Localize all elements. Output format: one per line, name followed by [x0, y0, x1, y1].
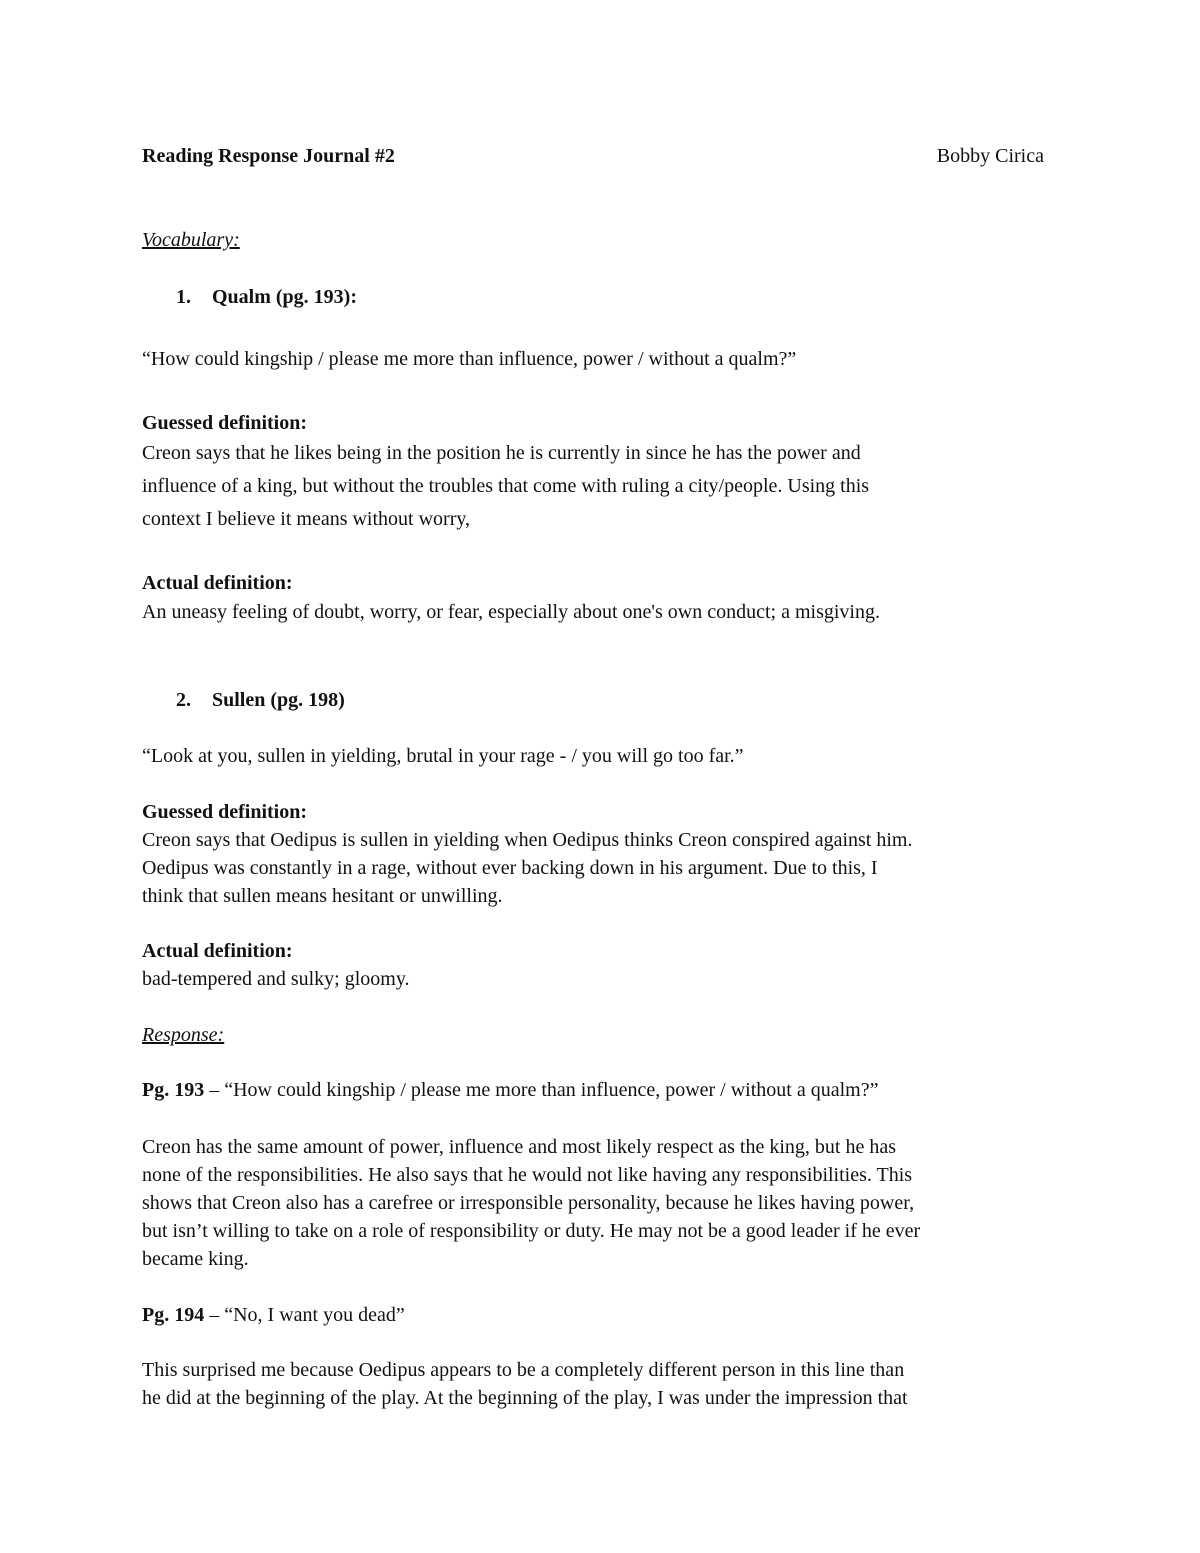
response-entry-1-heading [142, 1076, 878, 1104]
page-reference: Pg. 193 [142, 1079, 205, 1101]
guessed-line: Oedipus was constantly in a rage, without ever backing down in his argument. Due to this, I [142, 857, 878, 879]
actual-label-2: Actual definition: [142, 940, 293, 962]
response-line: but isn’t willing to take on a role of responsibility or duty. He may not be a good leader if he ever [142, 1220, 921, 1242]
actual-definition-1: An uneasy feeling of doubt, worry, or fear, especially about one's own conduct; a misgiving. [142, 601, 880, 623]
guessed-line: context I believe it means without worry, [142, 508, 471, 530]
vocab-number-2: 2. [176, 689, 191, 711]
actual-label-1: Actual definition: [142, 572, 293, 594]
author-name: Bobby Cirica [936, 145, 1044, 167]
document-title: Reading Response Journal #2 [142, 145, 395, 167]
vocab-term-2 [176, 686, 345, 714]
response-line: none of the responsibilities. He also says that he would not like having any responsibilities. This [142, 1164, 913, 1186]
response-line: shows that Creon also has a carefree or irresponsible personality, because he likes having power, [142, 1192, 915, 1214]
guessed-label-2: Guessed definition: [142, 801, 308, 823]
vocab-term-1-text: Qualm (pg. 193): [212, 286, 357, 308]
actual-definition-2: bad-tempered and sulky; gloomy. [142, 968, 410, 990]
vocab-quote-1: “How could kingship / please me more than influence, power / without a qualm?” [142, 348, 797, 370]
vocab-number-1: 1. [176, 286, 191, 308]
page-reference: Pg. 194 [142, 1304, 205, 1326]
response-quote: – “How could kingship / please me more than influence, power / without a qualm?” [204, 1079, 879, 1101]
guessed-line: Creon says that Oedipus is sullen in yielding when Oedipus thinks Creon conspired against him. [142, 829, 913, 851]
response-quote: – “No, I want you dead” [204, 1304, 405, 1326]
guessed-line: think that sullen means hesitant or unwilling. [142, 885, 503, 907]
vocab-term-2-text: Sullen (pg. 198) [212, 689, 345, 711]
guessed-label-1: Guessed definition: [142, 412, 308, 434]
vocab-term-1 [176, 283, 357, 311]
response-heading: Response: [142, 1024, 225, 1046]
response-line: This surprised me because Oedipus appears to be a completely different person in this line than [142, 1359, 905, 1381]
vocabulary-heading: Vocabulary: [142, 229, 240, 251]
response-line: Creon has the same amount of power, influence and most likely respect as the king, but he has [142, 1136, 896, 1158]
guessed-line: influence of a king, but without the troubles that come with ruling a city/people. Using this [142, 475, 870, 497]
response-entry-2-heading [142, 1301, 405, 1329]
response-line: became king. [142, 1248, 249, 1270]
response-line: he did at the beginning of the play. At the beginning of the play, I was under the impression that [142, 1387, 908, 1409]
guessed-line: Creon says that he likes being in the position he is currently in since he has the power and [142, 442, 861, 464]
vocab-quote-2: “Look at you, sullen in yielding, brutal in your rage - / you will go too far.” [142, 745, 744, 767]
